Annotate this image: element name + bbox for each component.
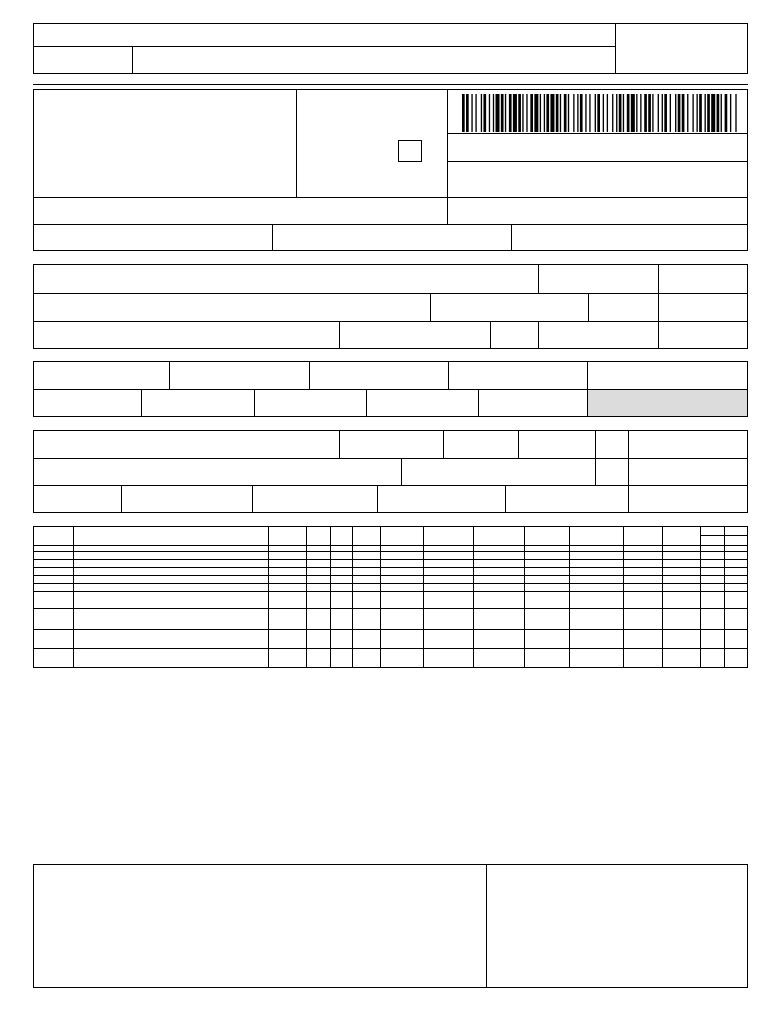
line-items-table (33, 526, 748, 668)
header-divider (33, 84, 748, 85)
section-c (33, 430, 748, 513)
header-corner-box (615, 23, 748, 74)
form-header (33, 23, 616, 74)
checkbox[interactable] (398, 140, 422, 162)
section-b (33, 361, 748, 417)
footer-right-box (486, 864, 748, 988)
shaded-cell (588, 390, 747, 416)
footer-left-box (33, 864, 487, 988)
blank-area (33, 680, 748, 850)
barcode-icon (462, 94, 738, 132)
section-a (33, 264, 748, 349)
